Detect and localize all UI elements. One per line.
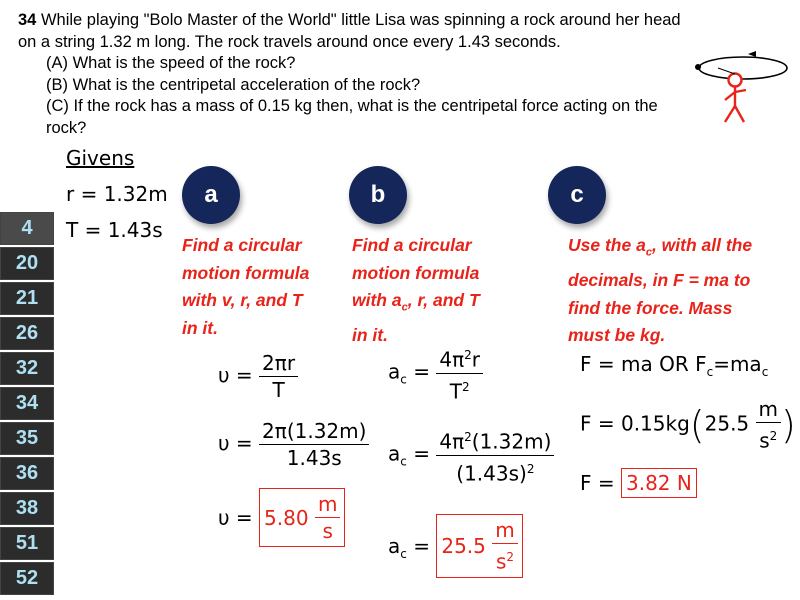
part-a-button[interactable]: a [182,166,240,224]
force-substitution: F = 0.15kg(25.5 $\frac{m}{s^2}$ ) [580,397,796,453]
nav-item-4[interactable]: 4 [0,212,54,245]
problem-nav [0,212,54,597]
speed-formula: υ = $\frac{2\pi r}{T}$ [218,350,298,403]
centripetal-accel-formula: $a_c$ = $\frac{4\pi^2r}{T^2}$ [388,342,483,404]
nav-item-21[interactable]: 21 [0,282,54,315]
centripetal-accel-substitution: $a_c$ = $\frac{4\pi^2(1.32m)}{(1.43s)^2}$ [388,424,554,486]
accel-answer-box: 25.5 $\frac{m}{s^2}$ [436,514,522,578]
nav-item-52[interactable]: 52 [0,562,54,595]
force-answer-box: 3.82 N [621,468,697,498]
speed-answer-box: 5.80 $\frac{m}{s}$ [259,488,345,547]
spinning-rock-illustration [688,50,788,125]
speed-substitution: υ = $\frac{2\pi(1.32m)}{1.43s}$ [218,418,369,471]
problem-statement [18,10,698,139]
nav-item-51[interactable]: 51 [0,527,54,560]
part-a-question: (A) What is the speed of the rock? [46,54,296,72]
nav-item-32[interactable]: 32 [0,352,54,385]
nav-item-36[interactable]: 36 [0,457,54,490]
givens-title: Givens [66,146,135,170]
nav-item-35[interactable]: 35 [0,422,54,455]
nav-item-38[interactable]: 38 [0,492,54,525]
part-b-question: (B) What is the centripetal acceleration of the rock? [46,75,421,94]
force-answer: F = 3.82 N [580,468,697,498]
nav-item-26[interactable]: 26 [0,317,54,350]
part-b-instructions: Find a circular motion formula with $a_c$, r, and T in it. [352,235,480,345]
nav-item-34[interactable]: 34 [0,387,54,420]
part-a-instructions: Find a circular motion formula with v, r, and T in it. [182,235,310,338]
problem-number: 34 [18,11,37,29]
part-c-instructions: Use the $a_c$, with all the decimals, in F = ma to find the force. Mass must be kg. [568,235,753,345]
nav-item-20[interactable]: 20 [0,247,54,280]
problem-text: While playing "Bolo Master of the World" little Lisa was spinning a rock around her head on a string 1.32 m long. The rock travels around once every 1.43 seconds. [18,11,681,51]
centripetal-accel-answer: $a_c$ = 25.5 $\frac{m}{s^2}$ [388,514,523,578]
given-radius: r = 1.32m [66,182,168,206]
part-c-question: (C) If the rock has a mass of 0.15 kg then, what is the centripetal force acting on the rock? [46,97,658,137]
given-period: T = 1.43s [66,218,163,242]
part-c-button[interactable]: c [548,166,606,224]
speed-answer: υ = 5.80 $\frac{m}{s}$ [218,488,345,547]
part-b-button[interactable]: b [349,166,407,224]
force-formula: F = ma OR $F_c=ma_c$ [580,352,769,379]
